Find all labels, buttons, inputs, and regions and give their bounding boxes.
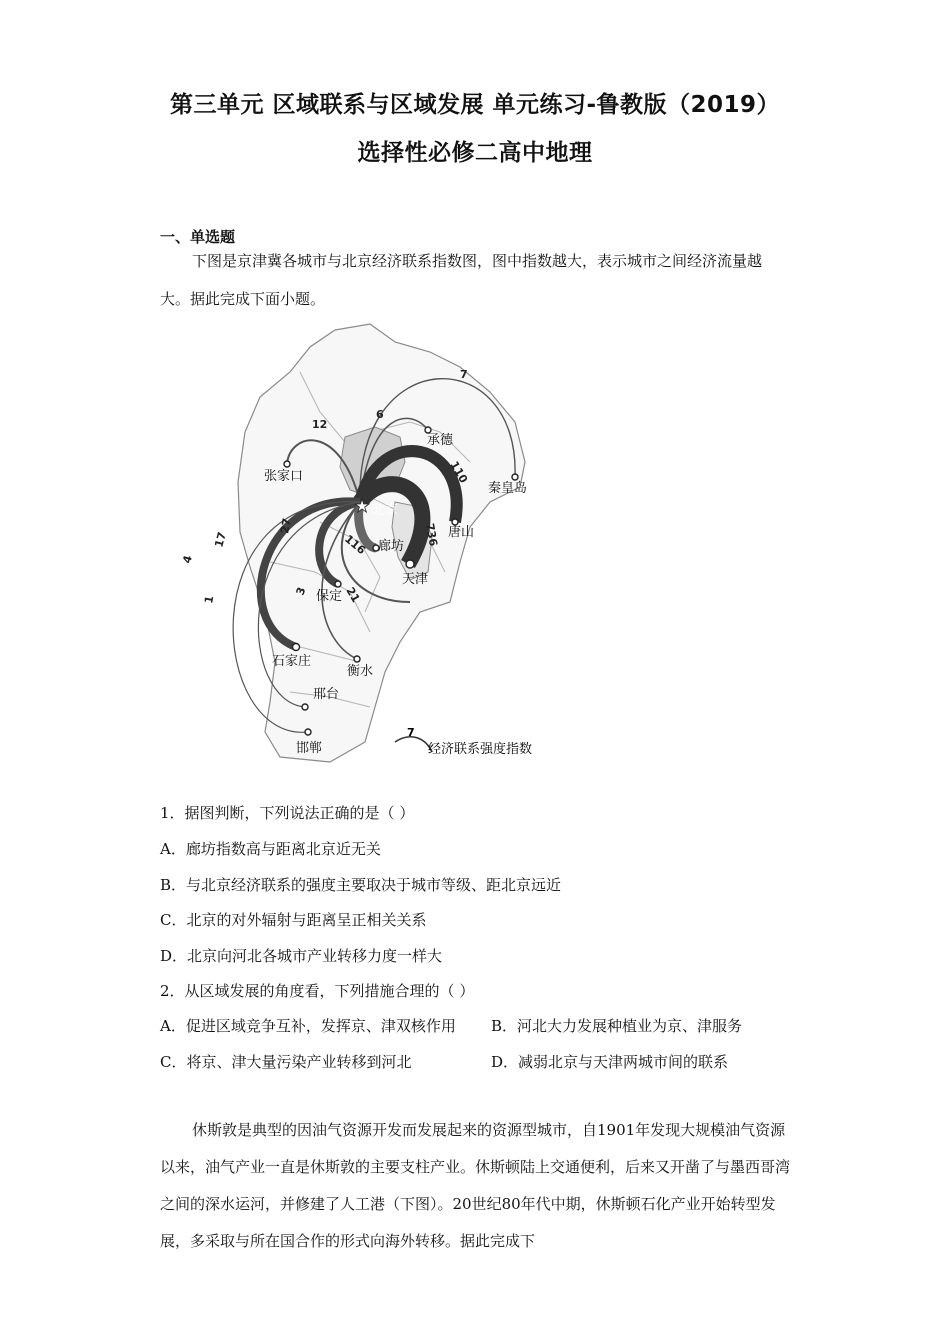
question-2-option-d[interactable]: D．减弱北京与天津两城市间的联系 [491, 1053, 729, 1071]
question-2-option-c[interactable]: C．将京、津大量污染产业转移到河北 [160, 1053, 412, 1071]
index-label-tangshan: 110 [447, 459, 471, 486]
index-label-xingtai: 1 [202, 594, 217, 605]
legend-label: 经济联系强度指数 [428, 742, 533, 757]
city-label-tangshan: 唐山 [448, 525, 475, 540]
question-2-option-a[interactable]: A．促进区域竞争互补，发挥京、津双核作用 [160, 1017, 456, 1035]
city-label-chengde: 承德 [427, 433, 454, 448]
question-1-option-b[interactable]: B．与北京经济联系的强度主要取决于城市等级、距北京远近 [160, 876, 562, 894]
index-label-handan: 4 [180, 554, 195, 565]
city-label-xingtai: 邢台 [313, 687, 340, 702]
legend-sample-value: 7 [407, 726, 415, 739]
city-label-handan: 邯郸 [296, 741, 323, 756]
question-1-option-a[interactable]: A．廊坊指数高与距离北京近无关 [160, 840, 381, 858]
intro-paragraph: 下图是京津冀各城市与北京经济联系指数图，图中指数越大，表示城市之间经济流量越大。据此完成下面小题。 [160, 252, 763, 308]
question-2-stem: 2．从区域发展的角度看，下列措施合理的（ ） [160, 982, 475, 1000]
index-label-langfang: 116 [342, 532, 369, 558]
city-label-tianjin: 天津 [402, 572, 429, 587]
city-label-beijing: 北京 [372, 503, 399, 518]
index-label-shijiazhuang: 17 [212, 530, 229, 549]
section-heading: 一、单选题 [160, 228, 236, 246]
city-label-shijiazhuang: 石家庄 [272, 654, 312, 669]
index-label-cangzhou: 21 [343, 585, 363, 605]
city-label-baoding: 保定 [316, 589, 343, 604]
city-label-zhangjiakou: 张家口 [264, 469, 304, 484]
question-1-stem: 1．据图判断，下列说法正确的是（ ） [160, 804, 415, 822]
page-title: 第三单元 区域联系与区域发展 单元练习-鲁教版（2019） [169, 92, 781, 118]
city-label-hengshui: 衡水 [347, 664, 374, 679]
city-label-langfang: 廊坊 [378, 539, 405, 554]
passage-houston: 休斯敦是典型的因油气资源开发而发展起来的资源型城市，自1901年发现大规模油气资源以来，油气产业一直是休斯敦的主要支柱产业。休斯顿陆上交通便利，后来又开凿了与墨西哥湾之间的深水运河，并修建了人工港（下图）。20世纪80年代中期，休斯顿石化产业开始转型发展，多采取与所在国合作的形式向海外转移。据此完成下 [160, 1121, 791, 1250]
question-1-option-d[interactable]: D．北京向河北各城市产业转移力度一样大 [160, 947, 443, 965]
index-label-zhangjiakou: 12 [312, 418, 328, 431]
map-legend [395, 726, 532, 757]
index-label-tianjin: 736 [423, 522, 440, 548]
beijing-star-icon: ★ [354, 496, 371, 517]
page-subtitle: 选择性必修二高中地理 [357, 140, 593, 166]
question-1-option-c[interactable]: C．北京的对外辐射与距离呈正相关关系 [160, 911, 427, 929]
index-label-baoding: 27 [278, 517, 294, 535]
index-label-chengde: 6 [376, 408, 384, 421]
question-2-option-b[interactable]: B．河北大力发展种植业为京、津服务 [491, 1017, 743, 1035]
index-label-hengshui: 3 [293, 585, 309, 598]
economic-link-map [170, 312, 590, 772]
city-label-qinhuangdao: 秦皇岛 [488, 481, 528, 496]
index-label-qinhuangdao: 7 [460, 368, 468, 381]
legend-arc-sample [395, 737, 432, 752]
